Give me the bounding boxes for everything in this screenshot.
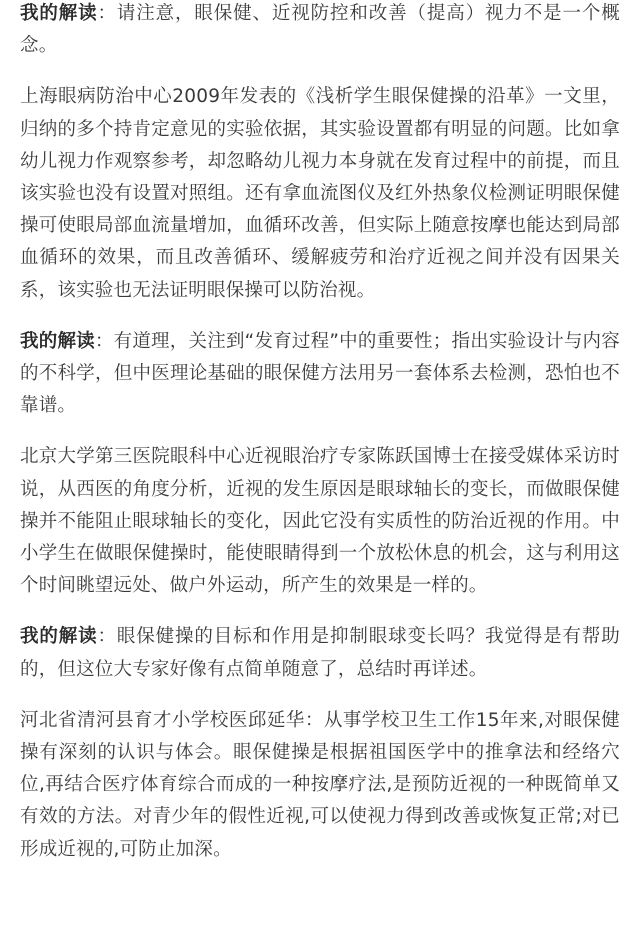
- body-paragraph: [20, 81, 620, 306]
- paragraph-text: 河北省清河县育才小学校医邱延华：从事学校卫生工作15年来,对眼保健操有深刻的认识与体会。眼保健操是根据祖国医学中的推拿法和经络穴位,再结合医疗体育综合而成的一种按摩疗法,是预防近视的一种既简单又有效的方法。对青少年的假性近视,可以使视力得到改善或恢复正常;对已形成近视的,可防止加深。: [20, 709, 620, 860]
- commentary-label: 我的解读: [20, 330, 95, 352]
- paragraph-text: 上海眼病防治中心2009年发表的《浅析学生眼保健操的沿革》一文里，归纳的多个持肯定意见的实验依据，其实验设置都有明显的问题。比如拿幼儿视力作观察参考，却忽略幼儿视力本身就在发育过程中的前提，而且该实验也没有设置对照组。还有拿血流图仪及红外热象仪检测证明眼保健操可使眼局部血流量增加，血循环改善，但实际上随意按摩也能达到局部血循环的效果，而且改善循环、缓解疲劳和治疗近视之间并没有因果关系，该实验也无法证明眼保操可以防治视。: [20, 86, 620, 301]
- commentary-paragraph: [20, 0, 620, 62]
- paragraph-text: ：请注意，眼保健、近视防控和改善（提高）视力不是一个概念。: [20, 3, 620, 57]
- commentary-paragraph: [20, 621, 620, 685]
- paragraph-text: ：眼保健操的目标和作用是抑制眼球变长吗？我觉得是有帮助的，但这位大专家好像有点简单随意了，总结时再详述。: [20, 626, 620, 680]
- paragraph-text: ：有道理，关注到“发育过程”中的重要性；指出实验设计与内容的不科学，但中医理论基础的眼保健方法用另一套体系去检测，恐怕也不靠谱。: [20, 330, 620, 417]
- commentary-label: 我的解读: [20, 3, 98, 24]
- commentary-paragraph: [20, 326, 620, 423]
- body-paragraph: [20, 441, 620, 602]
- commentary-label: 我的解读: [20, 626, 98, 648]
- body-paragraph: [20, 705, 620, 866]
- paragraph-text: 北京大学第三医院眼科中心近视眼治疗专家陈跃国博士在接受媒体采访时说，从西医的角度分析，近视的发生原因是眼球轴长的变长，而做眼保健操并不能阻止眼球轴长的变化，因此它没有实质性的防治近视的作用。中小学生在做眼保健操时，能使眼睛得到一个放松休息的机会，这与利用这个时间眺望远处、做户外运动，所产生的效果是一样的。: [20, 446, 620, 597]
